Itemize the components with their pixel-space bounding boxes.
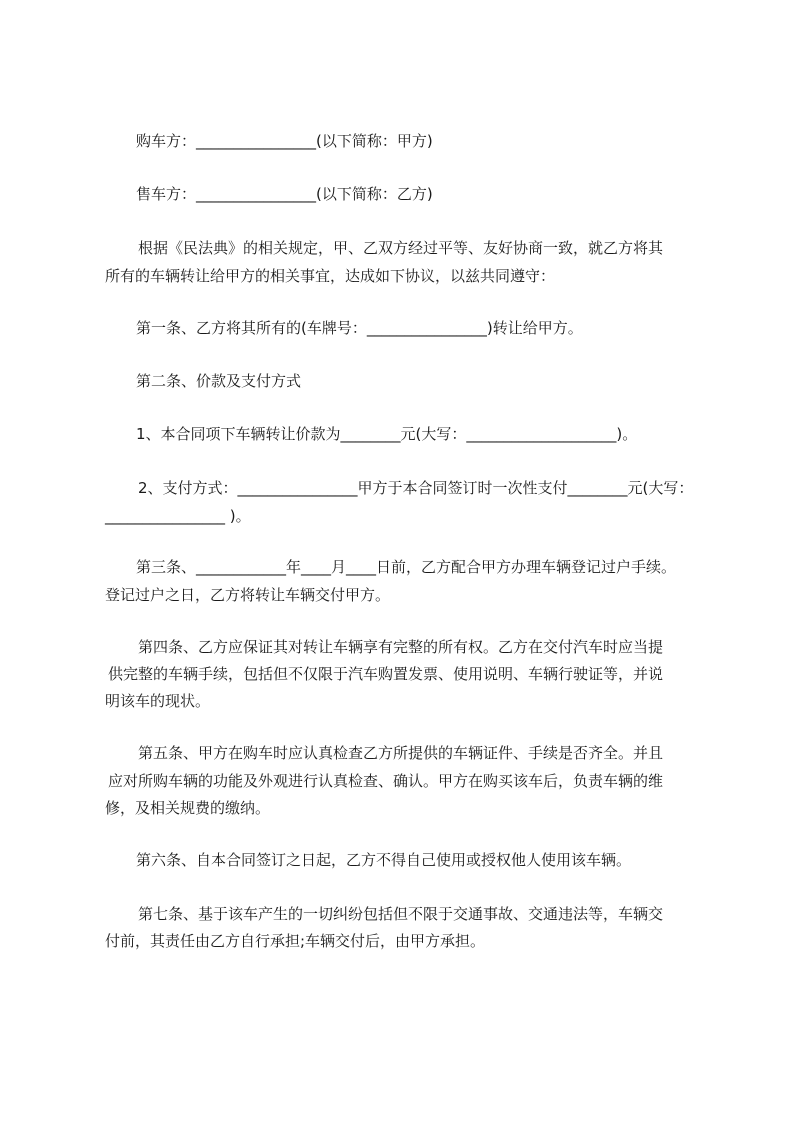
article-1: 第一条、乙方将其所有的(车牌号：________________)转让给甲方。: [136, 319, 583, 337]
article-4-line-1: 第四条、乙方应保证其对转让车辆享有完整的所有权。乙方在交付汽车时应当提: [138, 638, 664, 656]
article-5-line-2: 应对所购车辆的功能及外观进行认真检查、确认。甲方在购买该车后，负责车辆的维: [108, 772, 664, 790]
article-4-line-3: 明该车的现状。: [105, 692, 211, 710]
article-2-item-2-line-2: ________________ )。: [105, 507, 251, 525]
article-2-item-2-line-1: 2、支付方式：________________甲方于本合同签订时一次性支付________元(大写：: [138, 479, 694, 497]
article-3-line-1: 第三条、____________年____月____日前，乙方配合甲方办理车辆登记过户手续。: [136, 558, 677, 576]
preamble-line-2: 所有的车辆转让给甲方的相关事宜，达成如下协议，以兹共同遵守：: [105, 267, 556, 285]
article-5-line-1: 第五条、甲方在购车时应认真检查乙方所提供的车辆证件、手续是否齐全。并且: [138, 744, 664, 762]
buyer-line: 购车方：________________(以下简称：甲方): [136, 132, 433, 150]
preamble-line-1: 根据《民法典》的相关规定，甲、乙双方经过平等、友好协商一致，就乙方将其: [138, 239, 664, 257]
article-7-line-1: 第七条、基于该车产生的一切纠纷包括但不限于交通事故、交通违法等，车辆交: [138, 905, 664, 923]
article-4-line-2: 供完整的车辆手续，包括但不仅限于汽车购置发票、使用说明、车辆行驶证等，并说: [108, 665, 664, 683]
article-3-line-2: 登记过户之日，乙方将转让车辆交付甲方。: [105, 586, 391, 604]
article-2-item-1: 1、本合同项下车辆转让价款为________元(大写：____________________)。: [136, 425, 638, 443]
article-2-title: 第二条、价款及支付方式: [136, 372, 302, 390]
article-7-line-2: 付前，其责任由乙方自行承担;车辆交付后，由甲方承担。: [105, 932, 486, 950]
article-5-line-3: 修，及相关规费的缴纳。: [105, 799, 271, 817]
seller-line: 售车方：________________(以下简称：乙方): [136, 185, 433, 203]
article-6: 第六条、自本合同签订之日起，乙方不得自己使用或授权他人使用该车辆。: [136, 851, 632, 869]
